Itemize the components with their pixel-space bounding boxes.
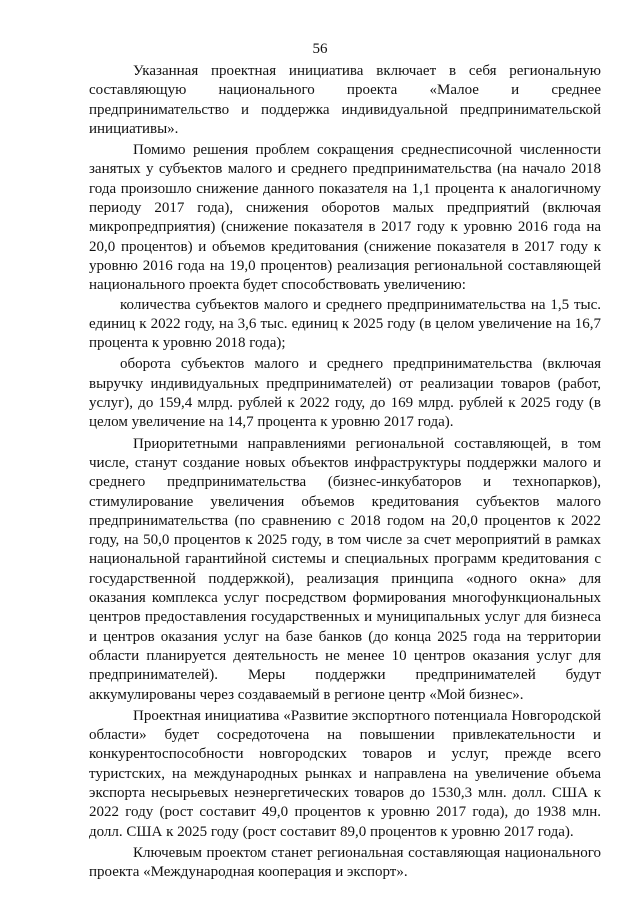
paragraph-key-project: Ключевым проектом станет региональная составляющая национального проекта «Международная кооперация и экспорт».	[89, 844, 601, 881]
paragraph-subjects-count: количества субъектов малого и среднего предпринимательства на 1,5 тыс. единиц к 2022 году, на 3,6 тыс. единиц к 2025 году (в целом увеличение на 16,7 процента к уровню 2018 года);	[89, 296, 601, 352]
paragraph-export-initiative: Проектная инициатива «Развитие экспортного потенциала Новгородской области» будет сосредоточена на повышении привлекательности и конкурентоспособности новгородских товаров и услуг, прежде всего туристских, на международных рынках и направлена на увеличение объема экспорта несырьевых неэнергетических товаров до 1530,3 млн. долл. США к 2022 году (рост составит 49,0 процентов к уровню 2017 года), до 1938 млн. долл. США к 2025 году (рост составит 89,0 процентов к уровню 2017 года).	[89, 707, 601, 840]
paragraph-priorities: Приоритетными направлениями региональной составляющей, в том числе, станут создание новых объектов инфраструктуры поддержки малого и среднего предпринимательства (бизнес-инкубаторов и технопарков), стимулирование увеличения объемов кредитования субъектов малого предпринимательства (по сравнению с 2018 годом на 20,0 процентов к 2022 году, на 50,0 процентов к 2025 году, в том числе за счет мероприятий в рамках национальной гарантийной системы и специальных программ кредитования с государственной поддержкой), реализация принципа «одного окна» для оказания комплекса услуг посредством формирования многофункциональных центров предоставления государственных и муниципальных услуг для бизнеса и центров оказания услуг на базе банков (до конца 2025 года на территории области планируется деятельность не менее 10 центров оказания услуг для предпринимателей). Меры поддержки предпринимателей будут аккумулированы через создаваемый в регионе центр «Мой бизнес».	[89, 435, 601, 703]
paragraph-problems: Помимо решения проблем сокращения среднесписочной численности занятых у субъектов малого и среднего предпринимательства (на начало 2018 года произошло снижение данного показателя на 1,1 процента к аналогичному периоду 2017 года), снижения оборотов малых предприятий (включая микропредприятия) (снижение показателя в 2017 году к уровню 2016 года на 20,0 процентов) и объемов кредитования (снижение показателя в 2017 году к уровню 2016 года на 19,0 процентов) реализация региональной составляющей национального проекта будет способствовать увеличению:	[89, 142, 601, 294]
paragraph-initiative-intro: Указанная проектная инициатива включает в себя региональную составляющую национального проекта «Малое и среднее предпринимательство и поддержка индивидуальной предпринимательской инициативы».	[89, 63, 601, 137]
paragraph-turnover: оборота субъектов малого и среднего предпринимательства (включая выручку индивидуальных предпринимателей) от реализации товаров (работ, услуг), до 159,4 млрд. рублей к 2022 году, до 169 млрд. рублей к 2025 году (в целом увеличение на 14,7 процента к уровню 2017 года).	[89, 356, 601, 431]
page-body	[89, 62, 601, 882]
page-number: 56	[312, 41, 328, 57]
